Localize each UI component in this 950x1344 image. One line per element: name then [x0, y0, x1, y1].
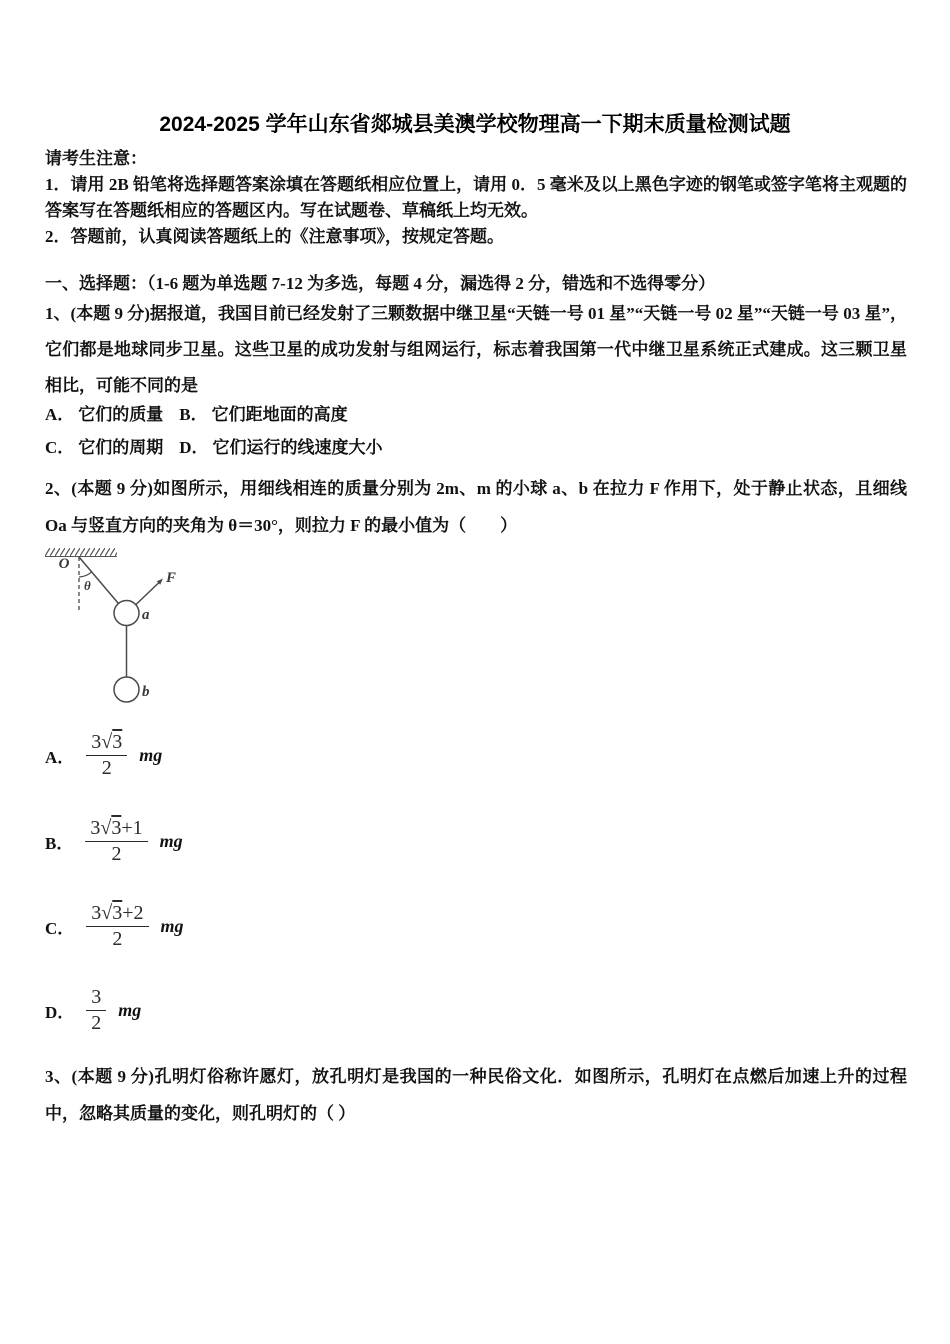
page-title: 2024-2025 学年山东省郯城县美澳学校物理高一下期末质量检测试题 [159, 113, 791, 136]
fraction-d-denominator: 2 [91, 1011, 102, 1034]
question-3-text: 3、(本题 9 分)孔明灯俗称许愿灯，放孔明灯是我国的一种民俗文化．如图所示，孔明灯在点燃后加速上升的过程中，忽略其质量的变化，则孔明灯的（ ） [45, 1067, 907, 1123]
q2-option-b [45, 812, 183, 870]
q1-options-row-2 [45, 431, 745, 464]
q2-option-d [45, 981, 141, 1039]
num-radicand: 3 [112, 730, 123, 753]
option-a-label: A． [45, 405, 75, 424]
label-F: F [166, 570, 177, 586]
fraction-a-denominator: 2 [101, 756, 112, 779]
unit-mg: mg [118, 999, 142, 1020]
num-pre: 3√ [91, 730, 113, 753]
num-pre: 3√ [91, 901, 113, 924]
question-2-text: 2、(本题 9 分)如图所示，用细线相连的质量分别为 2m、m 的小球 a、b 在拉力 F 作用下，处于静止状态，且细线 Oa 与竖直方向的夹角为 θ＝30°，则拉力 F 的最小值为（ ） [45, 479, 907, 535]
option-c-text: 它们的周期 [78, 438, 164, 457]
unit-mg: mg [139, 744, 163, 765]
option-b-text: 它们距地面的高度 [211, 405, 348, 424]
num-post: +1 [121, 816, 143, 839]
option-d-label: D． [179, 438, 209, 457]
fraction-d-numerator [86, 986, 106, 1011]
unit-mg: mg [159, 830, 183, 851]
question-1-options [45, 398, 745, 464]
notice-item-1: 1．请用 2B 铅笔将选择题答案涂填在答题纸相应位置上，请用 0．5 毫米及以上黑色字迹的钢笔或签字笔将主观题的答案写在答题纸相应的答题区内。写在试题卷、草稿纸上均无效。 [45, 175, 907, 220]
force-arrow-line [136, 583, 159, 605]
option-c-label: C． [45, 438, 75, 457]
fraction-c-denominator: 2 [112, 927, 123, 950]
q1-option-a [45, 398, 175, 431]
option-d-text: 它们运行的线速度大小 [212, 438, 383, 457]
fraction-b [85, 817, 147, 866]
num-pre: 3√ [90, 816, 112, 839]
option-d-label: D． [45, 1002, 75, 1022]
fraction-c [86, 902, 148, 951]
ball-b [114, 677, 139, 702]
label-a: a [142, 607, 150, 623]
option-a-label: A． [45, 747, 75, 767]
num-pre: 3 [91, 985, 102, 1008]
section-heading: 一、选择题：（1-6 题为单选题 7-12 为多选，每题 4 分，漏选得 2 分，错选和不选得零分） [45, 274, 716, 293]
option-b-label: B． [45, 833, 74, 853]
num-radicand: 3 [112, 901, 123, 924]
q1-options-row-1 [45, 398, 745, 431]
q2-option-c [45, 897, 184, 955]
label-O: O [58, 556, 70, 572]
notice-item-2: 2．答题前，认真阅读答题纸上的《注意事项》，按规定答题。 [45, 227, 504, 246]
notice-block [45, 146, 907, 250]
fraction-c-numerator [86, 902, 148, 927]
num-radicand: 3 [111, 816, 122, 839]
fraction-a [86, 731, 127, 780]
q1-option-b [179, 405, 347, 424]
fraction-a-numerator [86, 731, 127, 756]
ceiling-hatch [45, 548, 117, 556]
label-theta: θ [84, 578, 91, 593]
option-c-label: C． [45, 918, 75, 938]
notice-heading: 请考生注意： [45, 149, 147, 168]
num-post: +2 [122, 901, 144, 924]
unit-mg: mg [160, 915, 184, 936]
q1-option-c [45, 431, 175, 464]
label-b: b [142, 684, 150, 700]
option-b-label: B． [179, 405, 208, 424]
fraction-d [86, 986, 106, 1035]
fraction-b-denominator: 2 [111, 842, 122, 865]
question-2-figure [40, 548, 210, 713]
pulley-diagram-svg [40, 548, 210, 713]
q2-option-a [45, 726, 162, 784]
question-1-text: 1、(本题 9 分)据报道，我国目前已经发射了三颗数据中继卫星“天链一号 01 星”“天链一号 02 星”“天链一号 03 星”，它们都是地球同步卫星。这些卫星的成功发射与组网运行，标志着我国第一代中继卫星系统正式建成。这三颗卫星相比，可能不同的是 [45, 304, 907, 395]
angle-arc [79, 572, 92, 577]
ball-a [114, 601, 139, 626]
option-a-text: 它们的质量 [78, 405, 164, 424]
fraction-b-numerator [85, 817, 147, 842]
q1-option-d [179, 438, 382, 457]
